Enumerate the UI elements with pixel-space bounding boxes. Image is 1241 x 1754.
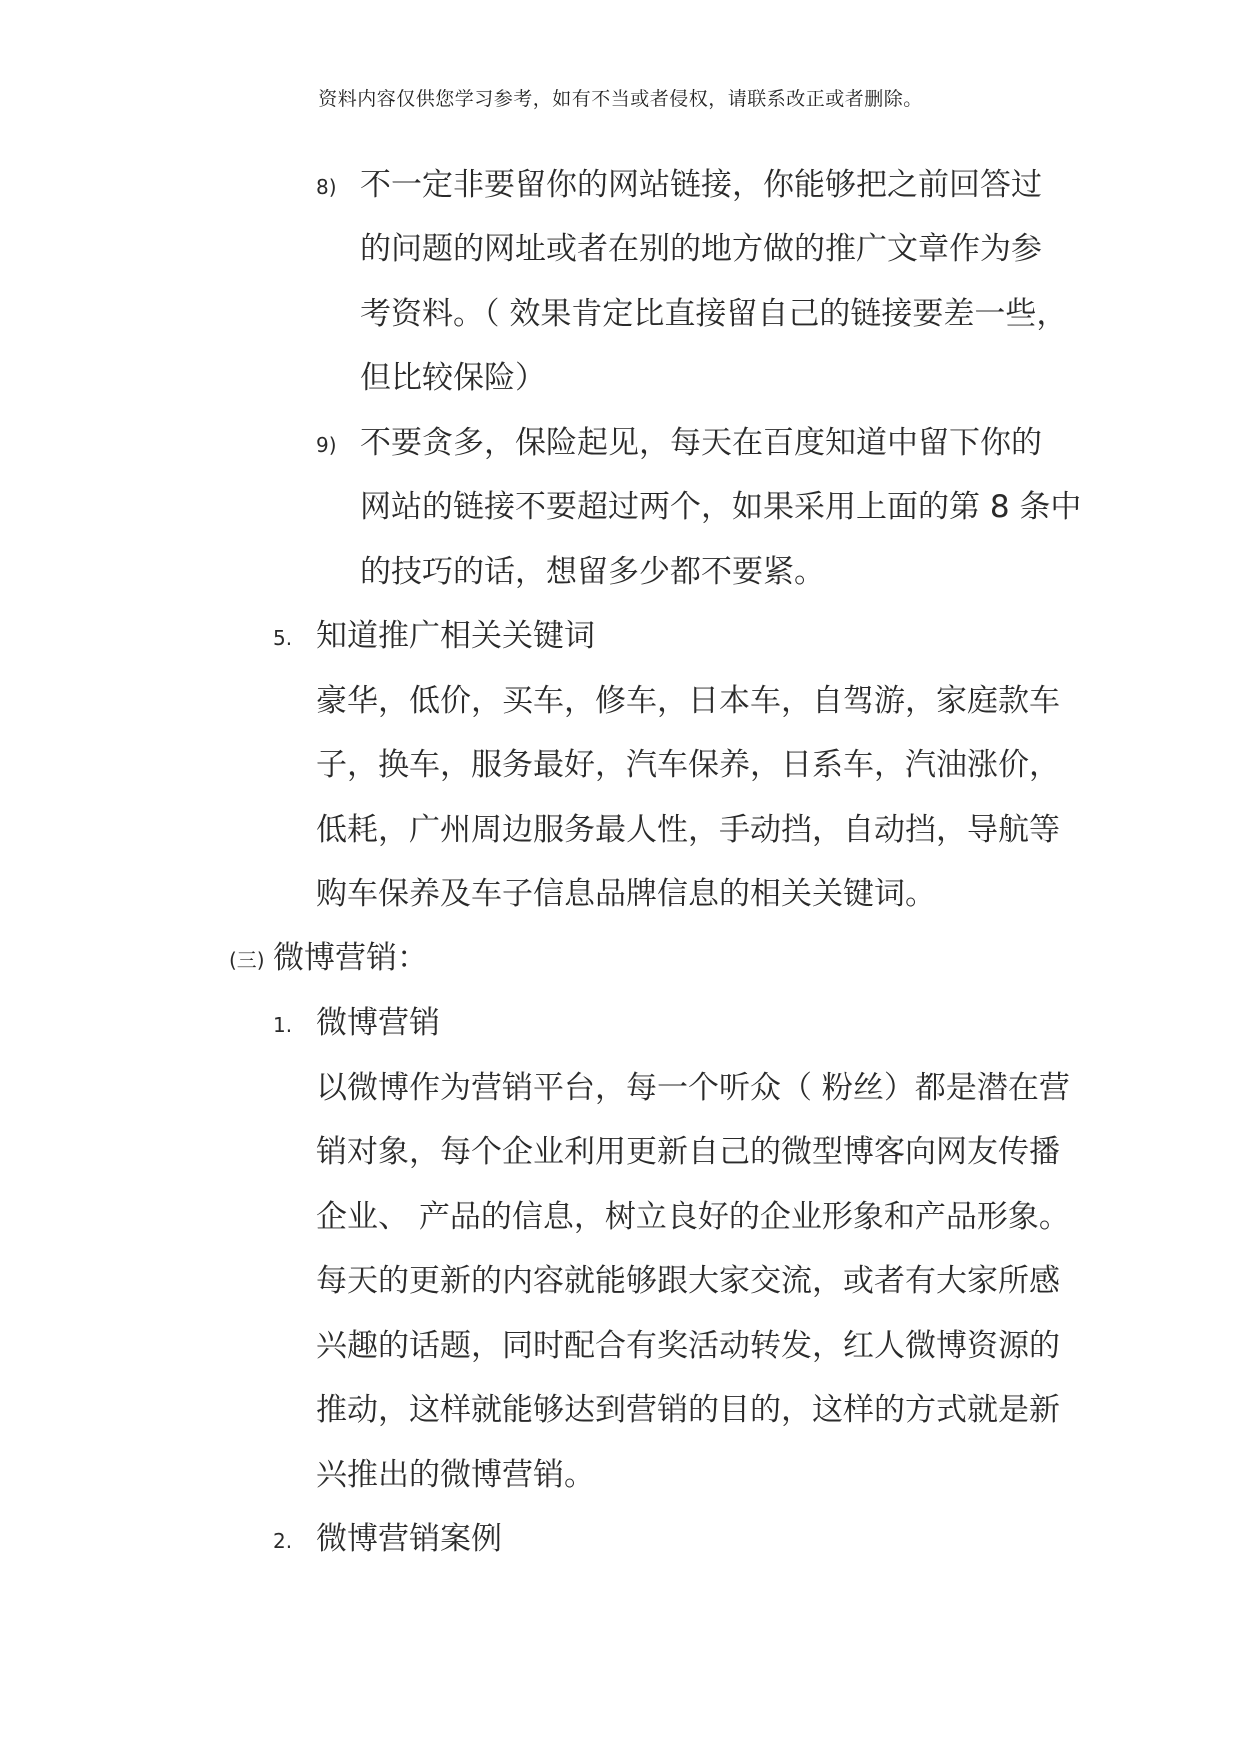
item8-line-1: 不一定非要留你的网站链接，你能够把之前回答过 — [360, 167, 1042, 203]
item9-line-3: 的技巧的话，想留多少都不要紧。 — [360, 554, 825, 590]
item9-line-1: 不要贪多，保险起见，每天在百度知道中留下你的 — [360, 425, 1042, 461]
item8-line-3: 考资料。（ 效果肯定比直接留自己的链接要差一些， — [360, 296, 1068, 332]
weibo1-line-4: 每天的更新的内容就能够跟大家交流，或者有大家所感 — [316, 1263, 1060, 1299]
keywords-line-1: 豪华，低价，买车，修车，日本车，自驾游，家庭款车 — [316, 683, 1060, 719]
weibo2-title: 微博营销案例 — [316, 1521, 502, 1557]
section5-title: 知道推广相关关键词 — [316, 618, 595, 654]
weibo-marker-2: 2. — [273, 1529, 293, 1553]
list-marker-9: 9) — [316, 433, 337, 457]
weibo1-line-1: 以微博作为营销平台，每一个听众（ 粉丝）都是潜在营 — [316, 1070, 1070, 1106]
weibo1-line-5: 兴趣的话题，同时配合有奖活动转发，红人微博资源的 — [316, 1328, 1060, 1364]
weibo1-line-3: 企业、 产品的信息，树立良好的企业形象和产品形象。 — [316, 1199, 1070, 1235]
keywords-line-2: 子，换车，服务最好，汽车保养，日系车，汽油涨价， — [316, 747, 1060, 783]
item8-line-2: 的问题的网址或者在别的地方做的推广文章作为参 — [360, 231, 1042, 267]
section-marker-5: 5. — [273, 626, 293, 650]
list-marker-8: 8) — [316, 175, 337, 199]
item8-line-4: 但比较保险） — [360, 360, 546, 396]
weibo1-line-2: 销对象，每个企业利用更新自己的微型博客向网友传播 — [316, 1134, 1060, 1170]
part-marker-3: (三) — [229, 948, 265, 972]
weibo1-title: 微博营销 — [316, 1005, 440, 1041]
weibo1-line-7: 兴推出的微博营销。 — [316, 1457, 595, 1493]
keywords-line-3: 低耗，广州周边服务最人性，手动挡，自动挡，导航等 — [316, 812, 1060, 848]
copyright-notice: 资料内容仅供您学习参考，如有不当或者侵权，请联系改正或者删除。 — [318, 88, 923, 110]
keywords-line-4: 购车保养及车子信息品牌信息的相关关键词。 — [316, 876, 936, 912]
part3-title: 微博营销： — [273, 940, 428, 976]
item9-line-2: 网站的链接不要超过两个，如果采用上面的第 8 条中 — [360, 489, 1082, 525]
weibo1-line-6: 推动，这样就能够达到营销的目的，这样的方式就是新 — [316, 1392, 1060, 1428]
weibo-marker-1: 1. — [273, 1013, 293, 1037]
